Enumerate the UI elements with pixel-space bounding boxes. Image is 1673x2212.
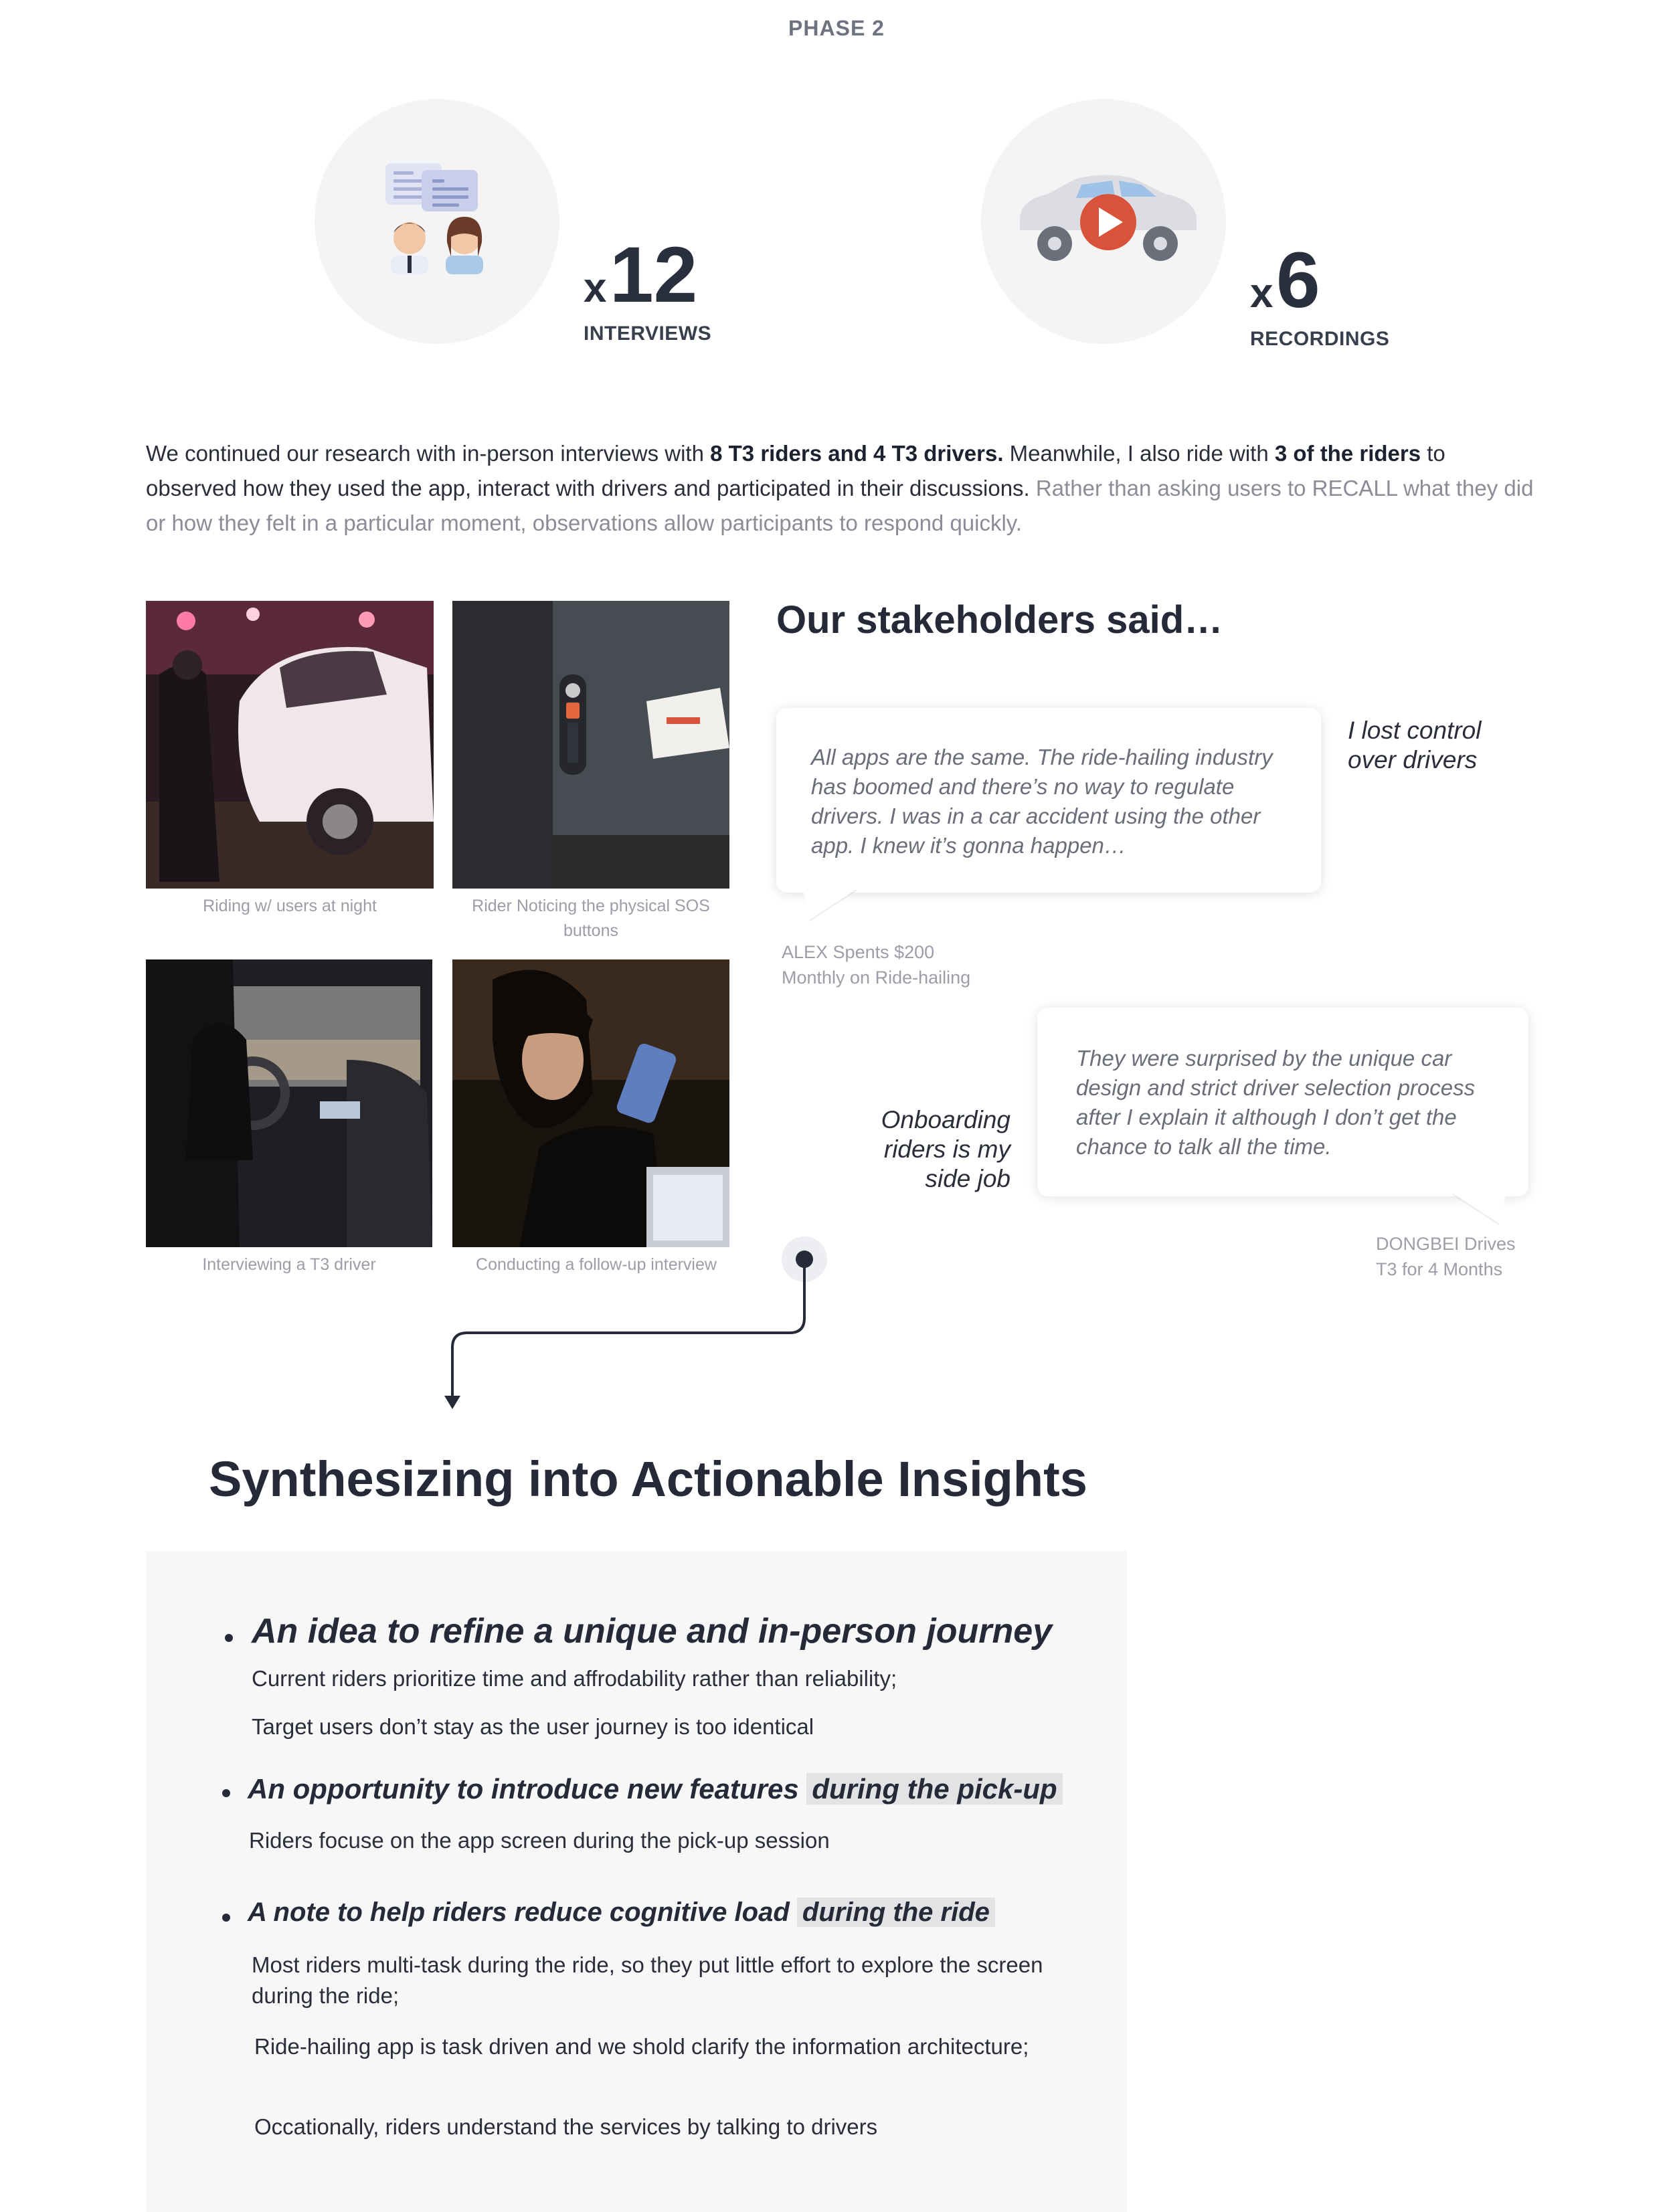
interviews-label: INTERVIEWS [584,322,712,345]
quote-bubble-alex [776,708,1321,893]
insight-title-highlight: during the ride [797,1898,995,1927]
insight-title-main: An opportunity to introduce new features [248,1773,807,1805]
stat-value: 6 [1275,236,1320,325]
photo-caption: Interviewing a T3 driver [202,1255,376,1274]
car-video-icon [981,99,1226,344]
insight-point: Ride-hailing app is task driven and we shold clarify the information architecture; [254,2034,1029,2059]
intro-text-1: We continued our research with in-person interviews with [146,441,711,466]
side-quote-lost-control: I lost control over drivers [1348,717,1482,773]
phase-label: PHASE 2 [788,16,885,40]
photo-interviewing-driver [146,959,432,1247]
intro-paragraph [146,436,1538,541]
insight-point: Target users don’t stay as the user journey is too identical [252,1714,814,1739]
insight-title-highlight: during the pick-up [806,1773,1062,1805]
intro-grey-text: Rather than asking users to RECALL what they did or how they felt in a particular moment, observations allow participants to respond quickly. [146,476,1534,535]
intro-bold-1: 8 T3 riders and 4 T3 drivers. [710,441,1004,466]
insight-title: An idea to refine a unique and in-person journey [252,1612,1053,1651]
person-alex: ALEX Spents $200 Monthly on Ride-hailing [782,942,971,988]
intro-text-3: to observed how they used the app, interact with drivers and participated in their discussions. [146,441,1445,500]
photo-follow-up-interview [452,959,729,1247]
people-chat-icon [315,99,559,344]
photo-caption: Riding w/ users at night [203,897,377,915]
stakeholders-heading: Our stakeholders said… [776,598,1223,642]
photo-sos-buttons [452,601,729,889]
recordings-icon-circle [981,99,1226,344]
speech-tail [1452,1194,1506,1227]
quote-text: They were surprised by the unique car design and strict driver selection process after I explain it although I don’t get the chance to talk all the time. [1076,1046,1476,1159]
insight-point: Current riders prioritize time and affrodability rather than reliability; [252,1666,897,1691]
stat-prefix: x [1250,270,1273,316]
interviews-icon-circle [315,99,559,344]
bullet-icon [222,1914,230,1922]
side-quote-onboarding: Onboarding riders is my side job [881,1106,1010,1192]
flow-arrow [428,1231,843,1418]
quote-text: All apps are the same. The ride-hailing industry has boomed and there’s no way to regulate drivers. I was in a car accident using the other app. I knew it’s gonna happen… [811,745,1273,858]
photo-caption: Conducting a follow-up interview [476,1255,717,1274]
insight-title-main: A note to help riders reduce cognitive load [248,1898,797,1927]
bullet-icon [222,1789,230,1797]
synthesis-heading: Synthesizing into Actionable Insights [209,1451,1087,1507]
recordings-stat [1250,236,1320,325]
insight-point: Most riders multi-task during the ride, so they put little effort to explore the screen during the ride; [252,1952,1043,2008]
stat-value: 12 [609,231,698,319]
insight-title [248,1773,1063,1805]
insight-point: Occationally, riders understand the services by talking to drivers [254,2114,878,2139]
bullet-icon [225,1634,233,1642]
speech-tail [803,890,857,923]
interviews-stat [584,231,698,319]
recordings-label: RECORDINGS [1250,328,1390,350]
insight-point: Riders focuse on the app screen during the pick-up session [249,1828,830,1853]
insight-title [248,1898,995,1928]
photo-riding-at-night [146,601,434,889]
stat-prefix: x [584,265,607,311]
intro-text-2: Meanwhile, I also ride with [1003,441,1275,466]
person-dongbei: DONGBEI Drives T3 for 4 Months [1376,1234,1516,1279]
photo-caption: Rider Noticing the physical SOS buttons [472,897,710,940]
intro-bold-2: 3 of the riders [1274,441,1421,466]
quote-bubble-dongbei [1037,1008,1528,1196]
